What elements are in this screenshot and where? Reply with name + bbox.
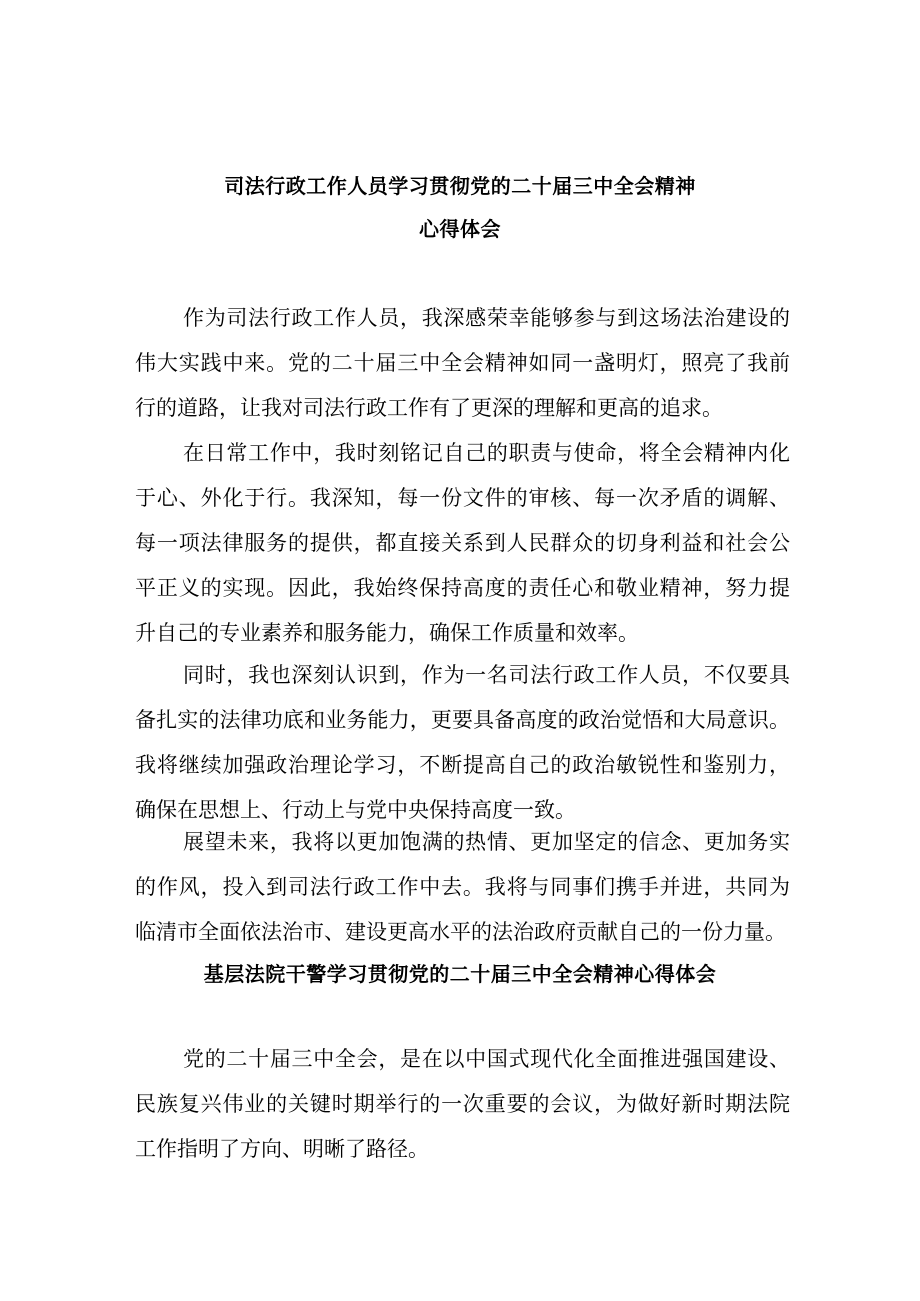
paragraph-line: 临清市全面依法治市、建设更高水平的法治政府贡献自己的一份力量。 (135, 920, 786, 944)
paragraph-line: 在日常工作中，我时刻铭记自己的职责与使命，将全会精神内化 (183, 441, 790, 465)
paragraph-3 (135, 653, 790, 833)
document-title-line-2: 心得体会 (419, 217, 501, 241)
paragraph-line: 的作风，投入到司法行政工作中去。我将与同事们携手并进，共同为 (135, 875, 790, 899)
paragraph-2 (135, 431, 790, 656)
paragraph-line: 行的道路，让我对司法行政工作有了更深的理解和更高的追求。 (135, 396, 723, 420)
paragraph-4 (135, 820, 790, 955)
paragraph-1 (135, 296, 790, 431)
paragraph-line: 工作指明了方向、明晰了路径。 (135, 1137, 429, 1161)
document-title-line-1: 司法行政工作人员学习贯彻党的二十届三中全会精神 (224, 174, 696, 198)
second-article-title: 基层法院干警学习贯彻党的二十届三中全会精神心得体会 (203, 962, 717, 986)
paragraph-line: 平正义的实现。因此，我始终保持高度的责任心和敬业精神，努力提 (135, 576, 790, 600)
paragraph-line: 作为司法行政工作人员，我深感荣幸能够参与到这场法治建设的 (183, 306, 790, 330)
paragraph-line: 备扎实的法律功底和业务能力，更要具备高度的政治觉悟和大局意识。 (135, 708, 790, 732)
paragraph-line: 党的二十届三中全会，是在以中国式现代化全面推进强国建设、 (183, 1047, 790, 1071)
paragraph-line: 确保在思想上、行动上与党中央保持高度一致。 (135, 798, 576, 822)
paragraph-line: 升自己的专业素养和服务能力，确保工作质量和效率。 (135, 621, 639, 645)
paragraph-line: 展望未来，我将以更加饱满的热情、更加坚定的信念、更加务实 (183, 830, 790, 854)
paragraph-line: 同时，我也深刻认识到，作为一名司法行政工作人员，不仅要具 (183, 663, 790, 687)
paragraph-line: 伟大实践中来。党的二十届三中全会精神如同一盏明灯，照亮了我前 (135, 351, 790, 375)
paragraph-line: 于心、外化于行。我深知，每一份文件的审核、每一次矛盾的调解、 (135, 486, 790, 510)
paragraph-5 (135, 1037, 790, 1172)
paragraph-line: 民族复兴伟业的关键时期举行的一次重要的会议，为做好新时期法院 (135, 1092, 790, 1116)
paragraph-line: 我将继续加强政治理论学习，不断提高自己的政治敏锐性和鉴别力， (135, 753, 790, 777)
paragraph-line: 每一项法律服务的提供，都直接关系到人民群众的切身利益和社会公 (135, 531, 790, 555)
